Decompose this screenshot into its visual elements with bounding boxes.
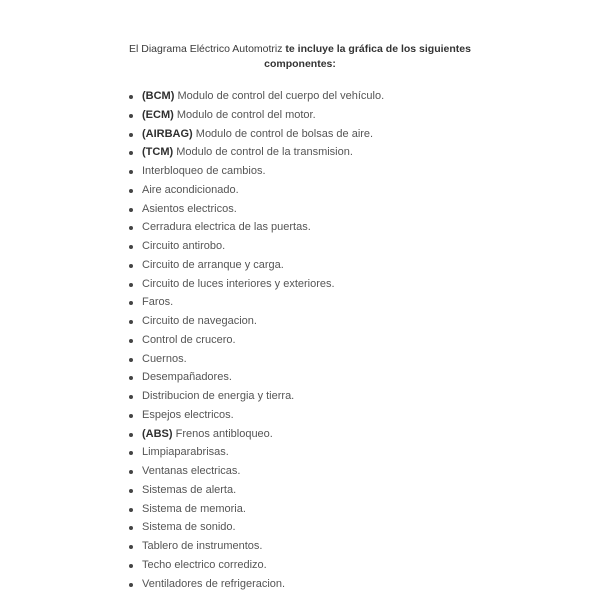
bullet-icon: [129, 95, 133, 99]
bullet-icon: [129, 564, 133, 568]
bullet-icon: [129, 489, 133, 493]
component-code: (ECM): [142, 108, 174, 121]
bullet-icon: [129, 339, 133, 343]
list-item: [112, 312, 384, 331]
list-item: [112, 218, 384, 237]
bullet-icon: [129, 133, 133, 137]
list-item: [112, 162, 384, 181]
component-description: Modulo de control del motor.: [173, 108, 316, 121]
list-item: [112, 181, 384, 200]
component-description: Modulo de control de la transmision.: [173, 146, 353, 159]
bullet-icon: [129, 283, 133, 287]
bullet-icon: [129, 320, 133, 324]
list-item: [112, 256, 384, 275]
component-code: (AIRBAG): [142, 127, 193, 140]
list-item: [112, 500, 384, 519]
component-description: Limpiaparabrisas.: [142, 446, 229, 459]
component-description: Circuito antirobo.: [142, 240, 226, 252]
list-item: [112, 575, 384, 594]
list-item: [112, 275, 384, 294]
list-item: [112, 406, 384, 425]
component-description: Techo electrico corredizo.: [142, 558, 267, 571]
bullet-icon: [129, 376, 133, 380]
component-code: (TCM): [142, 146, 174, 159]
list-item: [112, 481, 384, 500]
list-item: [112, 518, 384, 537]
bullet-icon: [129, 433, 133, 437]
component-description: Interbloqueo de cambios.: [142, 165, 266, 177]
intro-text-bold-line2: componentes:: [264, 58, 336, 70]
list-item: [112, 293, 384, 312]
component-description: Modulo de control del cuerpo del vehículo.: [174, 90, 385, 102]
component-description: Circuito de luces interiores y exteriores.: [142, 277, 335, 290]
bullet-icon: [129, 583, 133, 587]
component-code: (BCM): [142, 90, 175, 102]
list-item: [112, 556, 384, 575]
component-description: Circuito de arranque y carga.: [142, 258, 284, 271]
component-description: Espejos electricos.: [142, 408, 234, 421]
component-description: Faros.: [142, 296, 174, 309]
component-code: (ABS): [142, 427, 173, 440]
component-description: Modulo de control de bolsas de aire.: [192, 127, 374, 140]
component-description: Tablero de instrumentos.: [142, 540, 263, 552]
component-description: Control de crucero.: [142, 333, 236, 346]
bullet-icon: [129, 395, 133, 399]
bullet-icon: [129, 358, 133, 362]
component-description: Sistema de sonido.: [142, 521, 236, 534]
list-item: [112, 462, 384, 481]
list-item: [112, 537, 384, 556]
bullet-icon: [129, 508, 133, 512]
list-item: [112, 331, 384, 350]
component-description: Desempañadores.: [142, 371, 232, 384]
component-description: Ventiladores de refrigeracion.: [142, 577, 286, 590]
bullet-icon: [129, 470, 133, 474]
component-description: Aire acondicionado.: [142, 183, 239, 196]
list-item: [112, 387, 384, 406]
component-description: Sistemas de alerta.: [142, 483, 237, 496]
bullet-icon: [129, 245, 133, 249]
component-description: Distribucion de energia y tierra.: [142, 390, 295, 402]
list-item: [112, 350, 384, 369]
component-description: Frenos antibloqueo.: [172, 427, 273, 440]
component-description: Asientos electricos.: [142, 202, 237, 215]
bullet-icon: [129, 264, 133, 268]
list-item: [112, 443, 384, 462]
list-item: [112, 200, 384, 219]
list-item: [112, 368, 384, 387]
list-item: [112, 143, 384, 162]
bullet-icon: [129, 208, 133, 212]
bullet-icon: [129, 545, 133, 549]
component-description: Cuernos.: [142, 352, 187, 365]
list-item: [112, 237, 384, 256]
list-item: [112, 125, 384, 144]
bullet-icon: [129, 114, 133, 118]
bullet-icon: [129, 189, 133, 193]
intro-text-bold-line1: te incluye la gráfica de los siguientes: [285, 43, 471, 55]
bullet-icon: [129, 451, 133, 455]
bullet-icon: [129, 170, 133, 174]
bullet-icon: [129, 526, 133, 530]
component-description: Circuito de navegacion.: [142, 315, 257, 327]
component-description: Cerradura electrica de las puertas.: [142, 221, 311, 234]
bullet-icon: [129, 301, 133, 305]
component-list: [112, 87, 384, 593]
intro-text-normal: El Diagrama Eléctrico Automotriz: [129, 43, 286, 55]
list-item: [112, 106, 384, 125]
bullet-icon: [129, 414, 133, 418]
bullet-icon: [129, 151, 133, 155]
list-item: [112, 425, 384, 444]
bullet-icon: [129, 226, 133, 230]
component-description: Sistema de memoria.: [142, 502, 246, 515]
list-item: [112, 87, 384, 106]
component-description: Ventanas electricas.: [142, 465, 241, 477]
intro-paragraph: [0, 42, 600, 72]
